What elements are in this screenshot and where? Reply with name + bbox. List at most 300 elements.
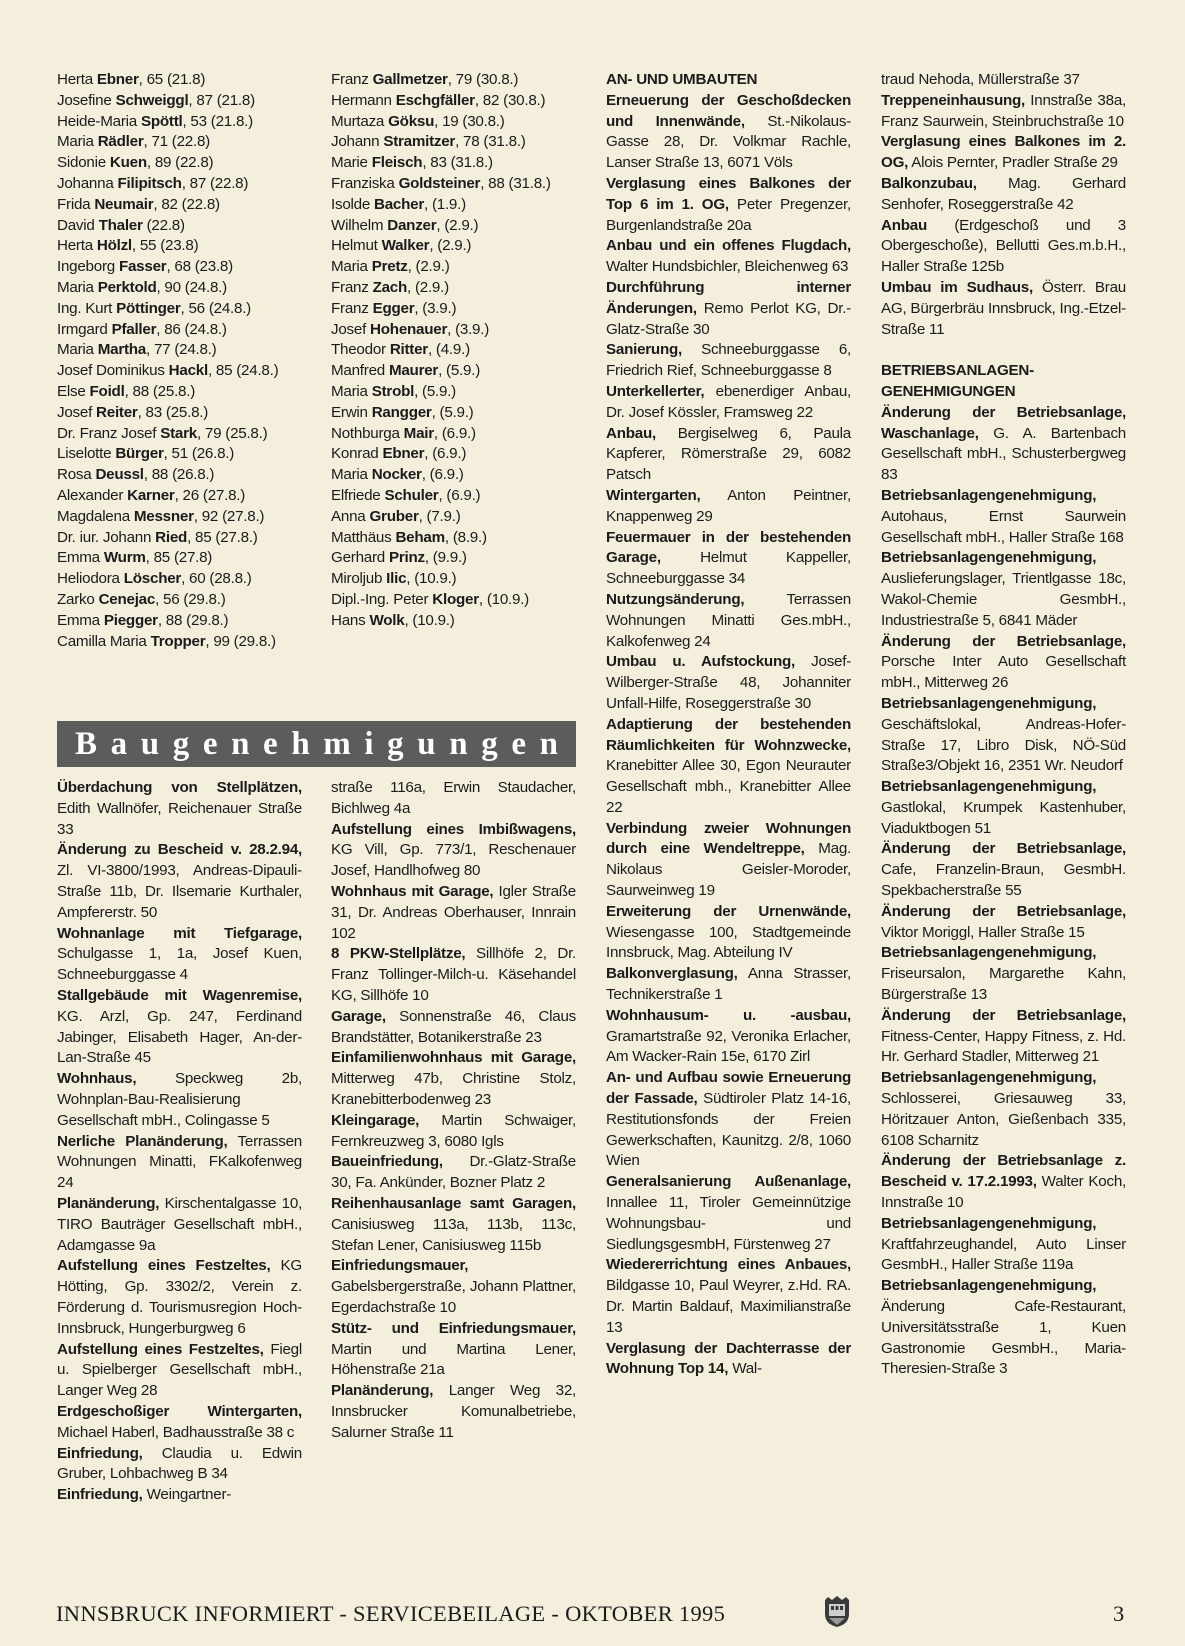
banner-letter: e [511, 725, 526, 762]
entry-last-name: Gallmetzer [372, 71, 448, 88]
banner-letter: e [202, 725, 218, 762]
permit-details: Auslieferungslager, Trientlgasse 18c, Wakol-Chemie GesmbH., Industriestraße 5, 6841 Mäder [881, 570, 1126, 629]
permit-title: Anbau und ein offenes Flugdach, [606, 237, 851, 255]
permit-details: Porsche Inter Auto Gesellschaft mbH., Mitterweg 26 [881, 653, 1126, 692]
permit-entry [57, 840, 302, 923]
permit-details: Remo Perlot KG, Dr.-Glatz-Straße 30 [606, 299, 851, 338]
entry-age-date: , (6.9.) [424, 445, 467, 463]
entry-first-name: Josef [57, 403, 93, 421]
banner-letter: g [387, 725, 404, 762]
permit-title: Planänderung, [57, 1194, 160, 1212]
permit-details: Helmut Kappeller, Schneeburggasse 34 [606, 549, 851, 588]
entry-age-date: , (5.9.) [431, 403, 474, 421]
permit-details: Österr. Brau AG, Bürgerbräu Innsbruck, Ing.-Etzel-Straße 11 [881, 278, 1126, 338]
entry-first-name: Josefine [57, 91, 112, 109]
permit-details: Martin Schwaiger, Fernkreuzweg 3, 6080 Igls [331, 1111, 576, 1150]
entry-last-name: Neumair [94, 195, 154, 213]
permit-title: Treppeneinhausung, [881, 91, 1026, 109]
banner-letter: g [172, 725, 190, 762]
entry-first-name: Josef [331, 320, 367, 338]
permit-details: Gastlokal, Krumpek Kastenhuber, Viaduktbogen 51 [881, 798, 1126, 837]
permit-entry [331, 944, 576, 1006]
permit-title: Betriebsanlagengenehmigung, [881, 1277, 1097, 1295]
permit-entry [606, 1006, 851, 1068]
permit-details: Gabelsbergerstraße, Johann Plattner, Egerdachstraße 10 [331, 1278, 576, 1316]
permit-details: Terrassen Wohnungen Minatti, FKalkofenweg 24 [57, 1132, 302, 1192]
death-notice-entry [57, 70, 302, 91]
permit-details: Martin und Martina Lener, Höhenstraße 21a [331, 1340, 576, 1379]
death-notice-entry [57, 424, 302, 445]
entry-last-name: Pretz [371, 258, 408, 276]
entry-age-date: , 89 (22.8) [146, 154, 214, 172]
permit-entry [57, 1194, 302, 1256]
permit-entry [881, 777, 1126, 839]
permit-details: Bildgasse 10, Paul Weyrer, z.Hd. RA. Dr. Martin Baldauf, Maximilianstraße 13 [606, 1277, 851, 1336]
death-notice-entry [57, 611, 302, 632]
permit-entry [331, 1111, 576, 1153]
death-notice-entry [57, 548, 302, 569]
entry-last-name: Kloger [432, 590, 479, 608]
permit-title: Aufstellung eines Festzeltes, [57, 1340, 264, 1358]
death-notice-entry [331, 424, 576, 445]
entry-first-name: Camilla Maria [57, 632, 147, 650]
permit-details: traud Nehoda, Müllerstraße 37 [881, 71, 1080, 88]
death-notice-entry [57, 382, 302, 403]
entry-first-name: Emma [57, 549, 100, 567]
permit-title: Verglasung eines Balkones der Top 6 im 1. OG, [606, 174, 851, 213]
entry-last-name: Ebner [96, 71, 139, 88]
permit-details: Kraftfahrzeughandel, Auto Linser GesmbH., Haller Straße 119a [881, 1235, 1126, 1274]
permit-entry [606, 1255, 851, 1338]
permit-title: Balkonzubau, [881, 174, 977, 192]
entry-age-date: , (2.9.) [436, 216, 479, 234]
permit-entry [881, 1276, 1126, 1380]
entry-age-date: , 26 (27.8.) [174, 486, 246, 504]
death-notice-entry [331, 361, 576, 382]
entry-first-name: Maria [57, 133, 94, 151]
entry-first-name: Nothburga [331, 424, 400, 442]
permit-details: Sillhöfe 2, Dr. Franz Tollinger-Milch-u. Käsehandel KG, Sillhöfe 10 [331, 945, 577, 1004]
banner-letter: u [417, 725, 436, 762]
permit-entry [881, 632, 1126, 694]
permit-entry [881, 1151, 1126, 1213]
permit-entry [881, 839, 1126, 901]
entry-last-name: Spöttl [140, 112, 183, 130]
entry-first-name: Ingeborg [57, 258, 115, 276]
entry-age-date: , 92 (27.8.) [193, 507, 265, 525]
entry-age-date: , 56 (29.8.) [155, 590, 226, 608]
entry-first-name: Herta [57, 71, 93, 88]
permit-entry [881, 1214, 1126, 1276]
death-notice-entry [57, 299, 302, 320]
entry-first-name: Gerhard [331, 549, 385, 567]
entry-last-name: Hölzl [96, 237, 132, 255]
permit-details: KG. Arzl, Gp. 247, Ferdinand Jabinger, Elisabeth Hager, An-der-Lan-Straße 45 [57, 1007, 302, 1067]
entry-first-name: Dipl.-Ing. Peter [331, 590, 429, 608]
permit-title: Erweiterung der Urnenwände, [606, 902, 851, 920]
permit-title: Adaptierung der bestehenden Räumlichkeiten für Wohnzwecke, [606, 715, 851, 754]
permit-details: Peter Pregenzer, Burgenlandstraße 20a [606, 195, 851, 234]
death-notice-entry [331, 257, 576, 278]
entry-age-date: , (2.9.) [407, 278, 449, 296]
permit-entry [881, 278, 1126, 340]
entry-last-name: Cenejac [98, 590, 156, 608]
entry-age-date: , 55 (23.8) [131, 237, 199, 255]
entry-first-name: Franziska [331, 174, 395, 192]
death-notice-entry [331, 465, 576, 486]
permit-title: Erneuerung der Geschoßdecken und Innenwände, [606, 91, 851, 130]
entry-last-name: Filipitsch [117, 174, 182, 192]
permit-entry [331, 1194, 576, 1256]
death-notice-entry [331, 320, 576, 341]
extensions-list-continued [881, 70, 1126, 340]
permit-details: Sonnenstraße 46, Claus Brandstätter, Botanikerstraße 23 [331, 1007, 576, 1046]
permit-title: Einfriedungsmauer, [331, 1257, 469, 1275]
entry-age-date: , (5.9.) [414, 382, 456, 400]
death-notice-entry [331, 569, 576, 590]
permit-entry [331, 1256, 576, 1318]
entry-first-name: Theodor [331, 341, 386, 359]
death-notice-entry [331, 195, 576, 216]
permit-title: Änderung der Betriebsanlage, [881, 902, 1126, 920]
death-notice-entry [331, 132, 576, 153]
entry-first-name: Else [57, 382, 86, 400]
entry-last-name: Ried [155, 528, 188, 546]
entry-age-date: , 86 (24.8.) [156, 320, 227, 338]
permit-details: Friseursalon, Margarethe Kahn, Bürgerstraße 13 [881, 965, 1126, 1004]
permit-details: Zl. VI-3800/1993, Andreas-Dipauli-Straße 11b, Dr. Ilsemarie Kurthaler, Ampfererstr. 50 [57, 862, 302, 921]
permit-details: St.-Nikolaus-Gasse 28, Dr. Volkmar Rachle, Lanser Straße 13, 6071 Völs [606, 112, 851, 172]
entry-first-name: Johann [331, 133, 380, 151]
permit-entry [881, 694, 1126, 777]
permit-entry [606, 652, 851, 714]
banner-letter: n [539, 725, 558, 762]
banner-letter: n [449, 725, 468, 762]
permit-title: Nerliche Planänderung, [57, 1132, 228, 1150]
death-notice-entry [331, 174, 576, 195]
entry-age-date: , 85 (27.8) [145, 549, 213, 567]
entry-first-name: Maria [331, 382, 368, 400]
entry-last-name: Karner [127, 486, 175, 504]
entry-last-name: Deussl [95, 466, 144, 484]
footer-publication-title: INNSBRUCK INFORMIERT - SERVICEBEILAGE - OKTOBER 1995 [56, 1601, 726, 1626]
permit-title: Änderung der Betriebsanlage, [881, 840, 1126, 858]
city-crest-icon [822, 1594, 852, 1628]
permit-title: Nutzungsänderung, [606, 590, 745, 608]
entry-age-date: , 88 (31.8.) [480, 174, 551, 192]
entry-last-name: Strobl [371, 382, 415, 400]
entry-age-date: , (1.9.) [424, 195, 466, 213]
permit-entry [57, 1402, 302, 1444]
permit-title: Wohnhaus mit Garage, [331, 882, 494, 900]
death-notice-entry [57, 132, 302, 153]
permit-title: Wohnanlage mit Tiefgarage, [57, 924, 302, 942]
permit-entry [606, 902, 851, 964]
entry-age-date: , (5.9.) [438, 362, 480, 380]
permit-title: Verglasung eines Balkones im 2. OG, [881, 133, 1126, 172]
death-notice-entry [57, 340, 302, 361]
permit-title: Wohnhausum- u. -ausbau, [606, 1006, 851, 1024]
death-notice-entry [57, 569, 302, 590]
building-permits-column-1 [57, 778, 302, 1506]
entry-first-name: Anna [331, 507, 366, 525]
permit-title: Wintergarten, [606, 486, 701, 504]
entry-age-date: , 65 (21.8) [138, 71, 206, 88]
death-notice-entry [331, 153, 576, 174]
permit-details: Anna Strasser, Technikerstraße 1 [606, 965, 851, 1004]
entry-age-date: , 82 (30.8.) [474, 91, 546, 109]
permit-title: Stallgebäude mit Wagenremise, [57, 986, 302, 1004]
entry-last-name: Ebner [382, 445, 425, 463]
permit-title: Anbau [881, 216, 927, 234]
permit-title: Überdachung von Stellplätzen, [57, 779, 302, 796]
permit-entry [606, 382, 851, 424]
permit-entry [881, 174, 1126, 216]
permit-title: Betriebsanlagengenehmigung, [881, 1069, 1097, 1087]
death-notice-entry [331, 590, 576, 611]
permit-details: Josef-Wilberger-Straße 48, Johanniter Unfall-Hilfe, Roseggerstraße 30 [606, 653, 852, 712]
permit-details: Walter Koch, Innstraße 10 [881, 1173, 1127, 1212]
permit-entry [606, 528, 851, 590]
permit-details: Anton Peintner, Knappenweg 29 [606, 486, 851, 525]
entry-first-name: Helmut [331, 237, 378, 255]
death-notice-entry [57, 257, 302, 278]
building-permits-column-2 [331, 778, 576, 1444]
entry-last-name: Kuen [109, 154, 147, 172]
permit-details: Kirschentalgasse 10, TIRO Bauträger Gesellschaft mbH., Adamgasse 9a [57, 1194, 302, 1254]
permit-details: Innstraße 38a, Franz Saurwein, Steinbruchstraße 10 [881, 91, 1126, 130]
permit-entry [57, 778, 302, 840]
entry-age-date: , 78 (31.8.) [455, 133, 526, 151]
permit-entry [331, 1381, 576, 1443]
section-heading-an-und-umbauten: AN- UND UMBAUTEN [606, 71, 758, 88]
entry-last-name: Martha [97, 341, 147, 359]
permit-entry [57, 1256, 302, 1339]
entry-first-name: Isolde [331, 195, 371, 213]
entry-age-date: (22.8) [142, 216, 185, 234]
entry-first-name: Rosa [57, 466, 92, 484]
permit-details: KG Hötting, Gp. 3302/2, Verein z. Förderung d. Tourismusregion Hoch-Innsbruck, Hungerburgweg 6 [57, 1257, 302, 1337]
entry-last-name: Fasser [118, 258, 167, 276]
permit-entry [606, 819, 851, 902]
entry-first-name: Magdalena [57, 507, 130, 525]
entry-first-name: Alexander [57, 486, 124, 504]
permit-entry [331, 1007, 576, 1049]
banner-letter: h [291, 725, 310, 762]
entry-last-name: Göksu [388, 112, 435, 130]
entry-last-name: Schweiggl [115, 91, 189, 109]
entry-last-name: Goldsteiner [398, 174, 481, 192]
death-notice-entry [57, 444, 302, 465]
entry-first-name: Franz [331, 71, 369, 88]
permit-entry [606, 964, 851, 1006]
permit-entry [606, 1339, 851, 1381]
entry-first-name: Murtaza [331, 112, 385, 130]
entry-age-date: , 88 (25.8.) [124, 382, 196, 400]
death-notice-entry [57, 361, 302, 382]
permit-details: Geschäftslokal, Andreas-Hofer-Straße 17, Libro Disk, NÖ-Süd Straße3/Objekt 16, 2351 Wr. Neudorf [881, 715, 1126, 775]
entry-age-date: , 82 (22.8) [153, 195, 220, 213]
permit-details: Michael Haberl, Badhausstraße 38 c [57, 1423, 295, 1441]
entry-age-date: , (9.9.) [424, 549, 467, 567]
death-notice-entry [57, 195, 302, 216]
entry-last-name: Zach [372, 278, 408, 296]
permit-title: Wohnhaus, [57, 1070, 137, 1088]
death-notice-entry [331, 278, 576, 299]
entry-first-name: Irmgard [57, 320, 108, 338]
permit-details: Weingartner- [142, 1486, 232, 1504]
entry-first-name: Franz [331, 278, 369, 296]
entry-age-date: , 19 (30.8.) [434, 112, 505, 130]
permit-details: Cafe, Franzelin-Braun, GesmbH. Spekbacherstraße 55 [881, 861, 1126, 900]
permit-entry [881, 132, 1126, 174]
permit-title: Betriebsanlagengenehmigung, [881, 694, 1097, 712]
entry-last-name: Maurer [388, 362, 439, 380]
entry-first-name: Ing. Kurt [57, 299, 113, 317]
entry-last-name: Nocker [371, 466, 422, 484]
entry-first-name: Sidonie [57, 154, 106, 172]
death-notice-entry [331, 403, 576, 424]
entry-last-name: Gruber [369, 507, 419, 525]
permit-details: Wal- [728, 1360, 762, 1378]
page-number: 3 [1113, 1601, 1125, 1626]
permit-details: Autohaus, Ernst Saurwein Gesellschaft mbH., Haller Straße 168 [881, 507, 1126, 546]
death-notice-entry [57, 112, 302, 133]
entry-last-name: Bürger [115, 445, 164, 463]
permit-details: (Erdgeschoß und 3 Obergeschoße), Bellutti Ges.m.b.H., Haller Straße 125b [881, 216, 1126, 276]
entry-last-name: Rädler [97, 133, 144, 151]
permit-details: Terrassen Wohnungen Minatti Ges.mbH., Kalkofenweg 24 [606, 590, 851, 650]
permit-entry [57, 1444, 302, 1486]
entry-age-date: , (3.9.) [414, 299, 457, 317]
permit-title: Betriebsanlagengenehmigung, [881, 549, 1097, 567]
permit-entry [57, 1132, 302, 1194]
entry-age-date: , 88 (26.8.) [143, 466, 215, 484]
permit-details: Mag. Nikolaus Geisler-Moroder, Saurweinweg 19 [606, 840, 851, 900]
permit-title: Feuermauer in der bestehenden Garage, [606, 528, 851, 567]
entry-age-date: , 99 (29.8.) [205, 632, 276, 650]
death-notice-entry [57, 174, 302, 195]
permit-entry [881, 548, 1126, 631]
death-notices-column-2 [331, 70, 576, 632]
section-heading-betriebsanlagen: BETRIEBSANLAGEN-GENEHMIGUNGEN [881, 362, 1034, 400]
banner-letter: m [323, 725, 351, 762]
permit-entry [606, 236, 851, 278]
entry-age-date: , (4.9.) [427, 341, 470, 359]
death-notice-entry [331, 340, 576, 361]
permit-details: Langer Weg 32, Innsbrucker Komunalbetriebe, Salurner Straße 11 [331, 1382, 576, 1441]
entry-age-date: , 79 (25.8.) [196, 424, 268, 442]
entry-last-name: Wolk [369, 611, 405, 629]
entry-age-date: , (2.9.) [429, 237, 472, 255]
entry-age-date: , (7.9.) [418, 507, 461, 525]
entry-age-date: , (10.9.) [404, 611, 455, 629]
permit-entry [881, 91, 1126, 133]
permit-title: Änderung der Betriebsanlage, Waschanlage, [881, 403, 1126, 442]
banner-letter: u [140, 725, 160, 762]
permit-title: Reihenhausanlage samt Garagen, [331, 1194, 576, 1212]
permit-entry [881, 403, 1126, 486]
permit-entry [606, 1172, 851, 1255]
permit-details: Walter Hundsbichler, Bleichenweg 63 [606, 258, 849, 276]
entry-last-name: Schuler [384, 486, 439, 504]
entry-last-name: Messner [133, 507, 194, 525]
permit-details: Gramartstraße 92, Veronika Erlacher, Am Wacker-Rain 15e, 6170 Zirl [606, 1027, 851, 1066]
death-notice-entry [57, 216, 302, 237]
permit-entry [331, 1048, 576, 1110]
entry-first-name: Heide-Maria [57, 112, 137, 130]
entry-first-name: Maria [331, 258, 368, 276]
death-notice-entry [57, 236, 302, 257]
entry-age-date: , 83 (31.8.) [422, 154, 493, 172]
permit-entry [606, 715, 851, 819]
entry-first-name: Matthäus [331, 528, 392, 546]
entry-age-date: , (3.9.) [447, 320, 490, 338]
permit-details: Mitterweg 47b, Christine Stolz, Kranebitterbodenweg 23 [331, 1070, 576, 1108]
entry-first-name: Konrad [331, 445, 379, 463]
permit-title: Aufstellung eines Festzeltes, [57, 1257, 271, 1275]
entry-last-name: Prinz [388, 549, 425, 567]
death-notice-entry [57, 632, 302, 653]
death-notices-column-1 [57, 70, 302, 652]
entry-first-name: Emma [57, 611, 100, 629]
permit-title: Kleingarage, [331, 1111, 420, 1129]
entry-last-name: Stramitzer [383, 133, 456, 151]
permit-title: Umbau im Sudhaus, [881, 278, 1033, 296]
permit-title: Anbau, [606, 424, 656, 442]
death-notice-entry [57, 153, 302, 174]
entry-age-date: , (2.9.) [407, 258, 450, 276]
banner-letter: a [110, 725, 128, 762]
death-notice-entry [57, 590, 302, 611]
permit-entry [331, 1319, 576, 1381]
permit-entry [881, 216, 1126, 278]
entry-last-name: Rangger [371, 403, 432, 421]
entry-age-date: , 85 (27.8.) [187, 528, 258, 546]
extensions-list [606, 91, 851, 1380]
permit-entry [881, 1068, 1126, 1151]
death-notice-entry [331, 444, 576, 465]
permit-details: Dr.-Glatz-Straße 30, Fa. Ankünder, Bozner Platz 2 [331, 1153, 576, 1192]
permit-entry [881, 902, 1126, 944]
entry-last-name: Walker [381, 237, 430, 255]
entry-age-date: , 90 (24.8.) [156, 278, 227, 296]
permit-entry [57, 1069, 302, 1131]
permit-details: Innallee 11, Tiroler Gemeinnützige Wohnungsbau- und SiedlungsgesmbH, Fürstenweg 27 [606, 1194, 851, 1253]
death-notice-entry [57, 528, 302, 549]
entry-first-name: Franz [331, 299, 369, 317]
permit-details: straße 116a, Erwin Staudacher, Bichlweg 4a [331, 779, 576, 817]
death-notice-entry [57, 403, 302, 424]
permit-title: Baueinfriedung, [331, 1153, 443, 1171]
permit-title: Einfamilienwohnhaus mit Garage, [331, 1049, 576, 1067]
death-notice-entry [331, 611, 576, 632]
death-notice-entry [331, 70, 576, 91]
permit-details: Mag. Gerhard Senhofer, Roseggerstraße 42 [881, 174, 1126, 213]
permit-entry [331, 820, 576, 882]
entry-last-name: Bacher [374, 195, 425, 213]
entry-first-name: Erwin [331, 403, 368, 421]
entry-age-date: , 79 (30.8.) [447, 71, 519, 88]
entry-age-date: , (6.9.) [438, 486, 481, 504]
entry-last-name: Hohenauer [370, 320, 448, 338]
permit-details: Viktor Moriggl, Haller Straße 15 [881, 923, 1085, 941]
entry-age-date: , 56 (24.8.) [180, 299, 251, 317]
permit-title: Durchführung interner Änderungen, [606, 278, 851, 317]
banner-letter: i [364, 725, 374, 762]
entry-last-name: Beham [395, 528, 445, 546]
permit-title: Betriebsanlagengenehmigung, [881, 486, 1097, 504]
